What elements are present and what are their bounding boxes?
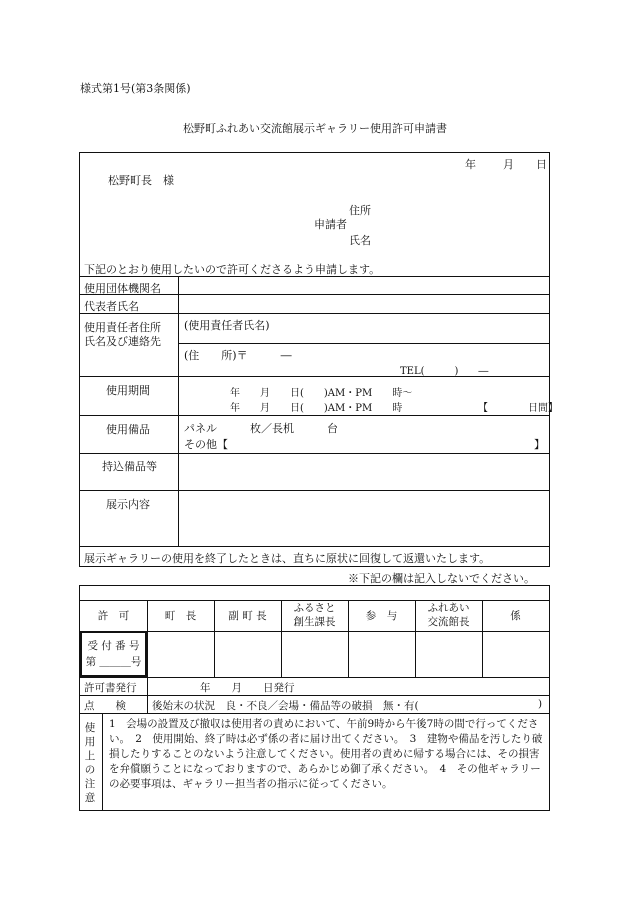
period-end: 年 月 日( )AM・PM 時 xyxy=(230,403,403,414)
approval-header: 許 可 xyxy=(97,610,130,622)
inspection-value: 後始末の状況 良・不良／会場・備品等の破損 無・有( xyxy=(152,700,419,712)
furusato-header-line2: 創生課長 xyxy=(293,616,336,628)
addressee: 松野町長 様 xyxy=(108,174,174,187)
office-use-form xyxy=(79,585,550,811)
period-days: 【 日間】 xyxy=(478,403,558,414)
clerk-header: 係 xyxy=(510,610,521,622)
fureai-header-line1: ふれあい xyxy=(427,602,470,614)
equipment-panels-desks: パネル 枚／長机 台 xyxy=(184,422,338,435)
permit-issue-value: 年 月 日発行 xyxy=(200,682,295,694)
receipt-number-box xyxy=(80,631,147,677)
notes-label-char: の xyxy=(84,764,96,776)
name-label: 氏名 xyxy=(349,234,371,247)
representative-label: 代表者氏名 xyxy=(84,300,139,313)
notes-label-char: 使 xyxy=(84,722,96,734)
document-title: 松野町ふれあい交流館展示ギャラリー使用許可申請書 xyxy=(183,122,447,135)
group-name-label: 使用団体機関名 xyxy=(84,282,161,295)
responsible-name-hint: (使用責任者氏名) xyxy=(184,319,270,332)
period-start: 年 月 日( )AM・PM 時～ xyxy=(230,388,413,399)
tel-hint: TEL( ) ― xyxy=(400,366,489,377)
office-only-note: ※下記の欄は記入しないでください。 xyxy=(348,572,535,585)
furusato-header-line1: ふるさと xyxy=(293,602,336,614)
mayor-header: 町 長 xyxy=(164,610,197,622)
form-number: 様式第1号(第3条関係) xyxy=(80,82,191,95)
receipt-number-label: 受 付 番 号 xyxy=(87,640,140,652)
brought-items-label: 持込備品等 xyxy=(102,460,157,473)
notes-label-char: 意 xyxy=(84,792,96,804)
permit-issue-label: 許可書発行 xyxy=(84,682,137,694)
notes-label-char: 注 xyxy=(84,778,96,790)
period-label: 使用期間 xyxy=(106,384,150,397)
deputy-mayor-header: 副 町 長 xyxy=(228,610,267,622)
receipt-number-field: 第 ＿＿＿号 xyxy=(85,656,142,668)
fureai-header-line2: 交流館長 xyxy=(427,616,470,628)
responsible-address-hint: (住 所)〒 ― xyxy=(184,349,292,362)
inspection-close: ) xyxy=(538,698,543,710)
application-form xyxy=(79,152,558,567)
equipment-other: その他【 xyxy=(184,438,228,451)
date-year-label: 年 xyxy=(465,158,476,171)
date-month-label: 月 xyxy=(503,158,514,171)
applicant-label: 申請者 xyxy=(314,218,347,231)
exhibit-label: 展示内容 xyxy=(106,498,150,511)
restore-sentence: 展示ギャラリーの使用を終了したときは、直ちに原状に回復して返還いたします。 xyxy=(84,552,491,565)
date-day-label: 日 xyxy=(536,158,547,171)
request-sentence: 下記のとおり使用したいので許可くださるよう申請します。 xyxy=(84,263,381,276)
responsible-label-line2: 氏名及び連絡先 xyxy=(84,335,161,348)
notes-label-char: 上 xyxy=(84,750,96,762)
usage-notes-text: 1 会場の設置及び撤収は使用者の責めにおいて、午前9時から午後7時の間で行ってください。 2 使用開始、終了時は必ず係の者に届け出てください。 3 建物や備品を汚したり破損したりすることのないよう注意してください。使用者の責めに帰する場合には、その損害を弁償願うことになっておりますので、あらかじめ御了承ください。 4 その他ギャラリーの必要事項は、ギャラリー担当者の指示に従ってください。 xyxy=(109,718,543,790)
counselor-header: 参 与 xyxy=(365,610,398,622)
notes-label-char: 用 xyxy=(84,736,96,748)
address-label: 住所 xyxy=(349,204,371,217)
equipment-other-close: 】 xyxy=(534,438,545,451)
inspection-label: 点 検 xyxy=(84,700,126,712)
equipment-label: 使用備品 xyxy=(106,423,150,436)
responsible-label-line1: 使用責任者住所 xyxy=(84,321,161,334)
